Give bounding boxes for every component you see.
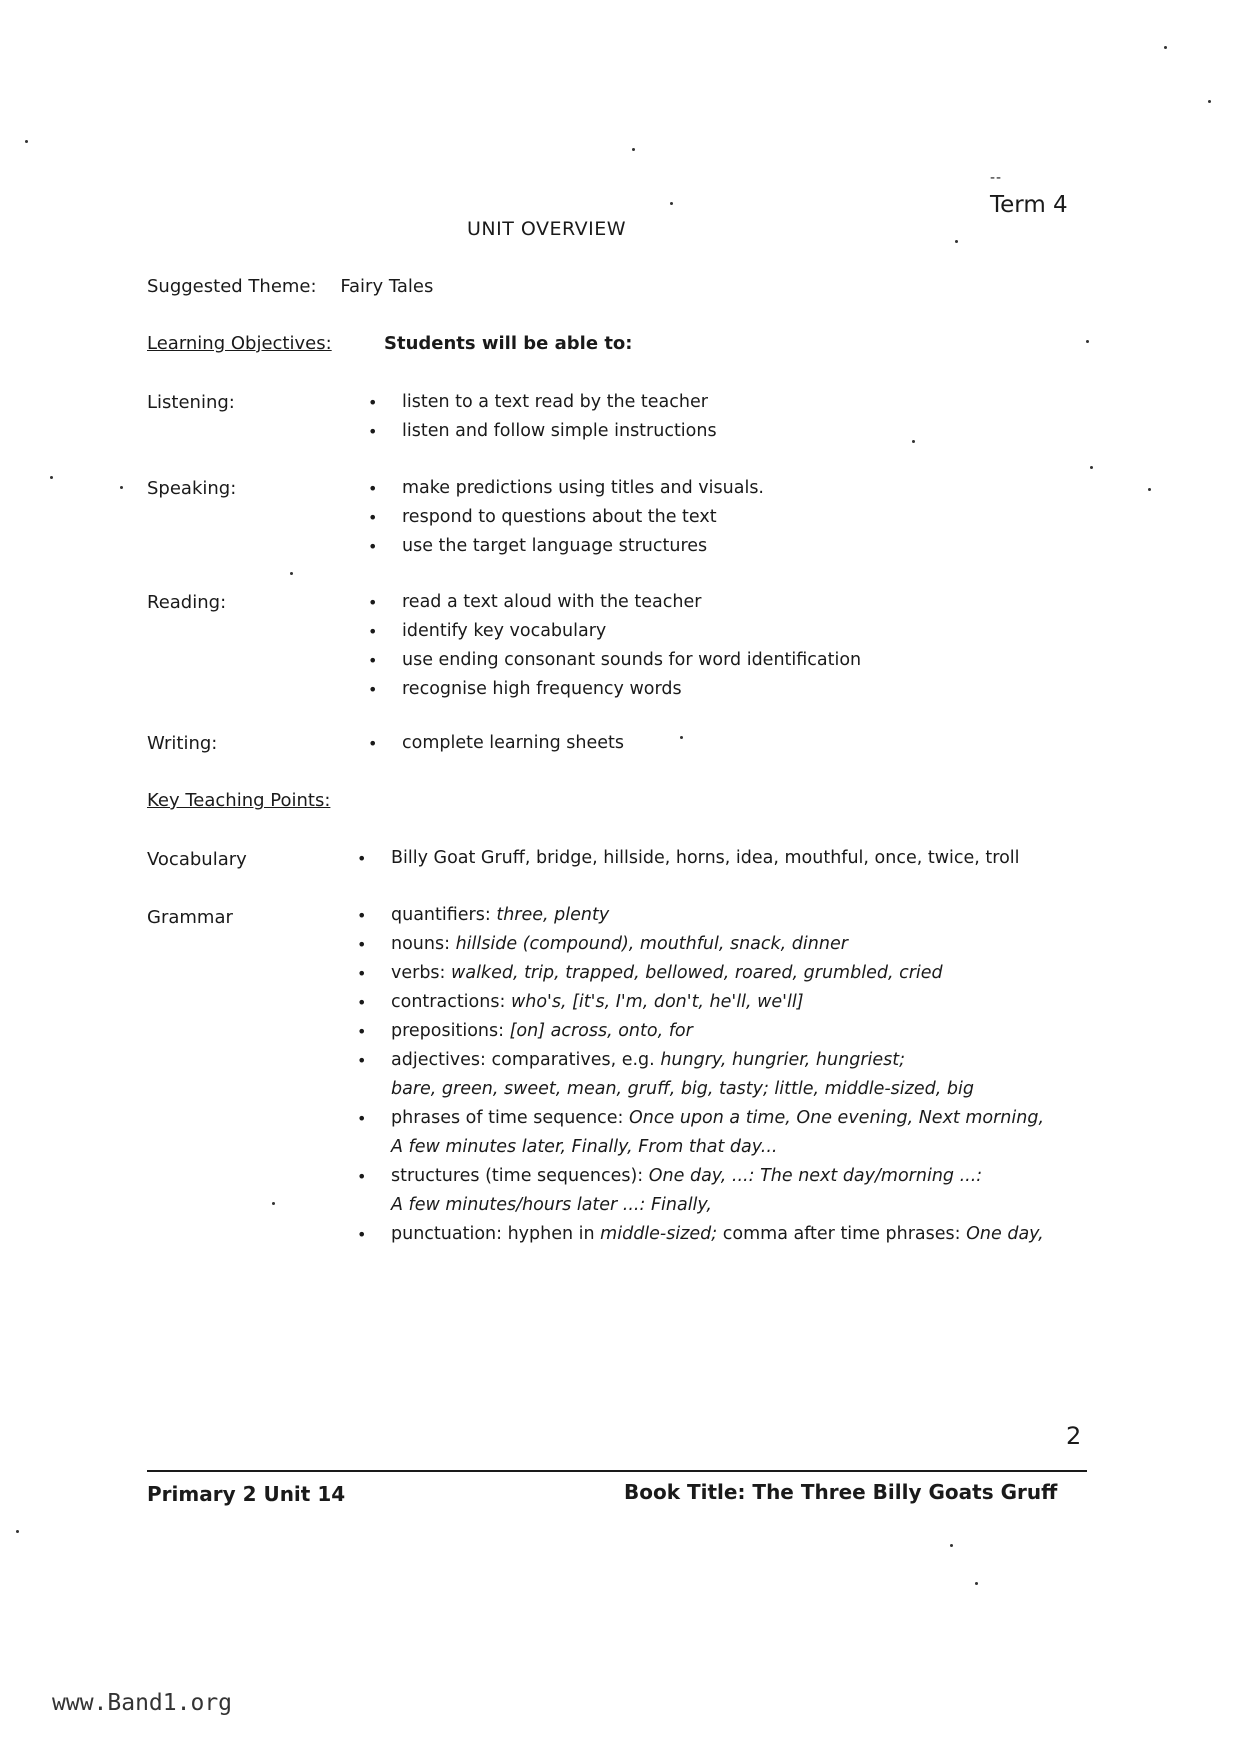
speaking-list [368, 474, 764, 561]
scan-speck [25, 140, 28, 143]
list-item: • recognise high frequency words [368, 675, 861, 704]
list-item: • quantifiers: three, plenty [357, 901, 1044, 930]
page-number: 2 [1066, 1422, 1082, 1450]
scan-speck [912, 440, 915, 443]
listening-list [368, 388, 717, 446]
list-item: • prepositions: [on] across, onto, for [357, 1017, 1044, 1046]
scan-speck [16, 1530, 19, 1533]
writing-label: Writing: [147, 733, 218, 754]
scan-speck [1086, 340, 1089, 343]
footer-book-title: Book Title: The Three Billy Goats Gruff [624, 1480, 1058, 1504]
watermark: www.Band1.org [52, 1690, 233, 1716]
grammar-label: Grammar [147, 907, 233, 928]
objectives-intro: Students will be able to: [384, 333, 633, 354]
speaking-label: Speaking: [147, 478, 237, 499]
scan-speck [670, 202, 673, 205]
scan-speck [955, 240, 958, 243]
list-item: • punctuation: hyphen in middle-sized; comma after time phrases: One day, [357, 1220, 1044, 1249]
scan-mark: -- [990, 170, 1003, 186]
listening-label: Listening: [147, 392, 235, 413]
scan-speck [272, 1202, 275, 1205]
writing-list [368, 729, 624, 758]
scan-speck [950, 1544, 953, 1547]
list-item: • use the target language structures [368, 532, 764, 561]
list-item: • complete learning sheets [368, 729, 624, 758]
vocabulary-label: Vocabulary [147, 849, 247, 870]
grammar-list [357, 901, 1044, 1249]
list-item: • phrases of time sequence: Once upon a time, One evening, Next morning, A few minutes later, Finally, From that day... [357, 1104, 1044, 1162]
page-title: UNIT OVERVIEW [467, 218, 627, 240]
scan-speck [50, 476, 53, 479]
scan-speck [680, 736, 683, 739]
reading-label: Reading: [147, 592, 227, 613]
list-item: • nouns: hillside (compound), mouthful, snack, dinner [357, 930, 1044, 959]
list-item: • adjectives: comparatives, e.g. hungry, hungrier, hungriest; bare, green, sweet, mean, gruff, big, tasty; little, middle-sized, big [357, 1046, 1044, 1104]
scan-speck [1148, 488, 1151, 491]
scan-speck [120, 486, 123, 489]
reading-list [368, 588, 861, 704]
scan-speck [290, 572, 293, 575]
theme-row [147, 276, 433, 297]
vocabulary-list [357, 844, 1020, 873]
list-item: • make predictions using titles and visuals. [368, 474, 764, 503]
theme-label: Suggested Theme: [147, 276, 317, 297]
list-item: • listen to a text read by the teacher [368, 388, 717, 417]
list-item: • use ending consonant sounds for word identification [368, 646, 861, 675]
scan-speck [1164, 46, 1167, 49]
list-item: • respond to questions about the text [368, 503, 764, 532]
list-item: • listen and follow simple instructions [368, 417, 717, 446]
theme-value: Fairy Tales [340, 276, 434, 297]
scan-speck [1090, 466, 1093, 469]
list-item: • read a text aloud with the teacher [368, 588, 861, 617]
footer-unit: Primary 2 Unit 14 [147, 1482, 346, 1506]
footer-divider [147, 1470, 1087, 1472]
term-label: Term 4 [990, 192, 1068, 218]
list-item: • Billy Goat Gruff, bridge, hillside, horns, idea, mouthful, once, twice, troll [357, 844, 1020, 873]
list-item: • contractions: who's, [it's, I'm, don't, he'll, we'll] [357, 988, 1044, 1017]
list-item: • structures (time sequences): One day, ...: The next day/morning ...: A few minutes/hours later ...: Finally, [357, 1162, 1044, 1220]
scan-speck [632, 148, 635, 151]
list-item: • identify key vocabulary [368, 617, 861, 646]
list-item: • verbs: walked, trip, trapped, bellowed, roared, grumbled, cried [357, 959, 1044, 988]
scan-speck [975, 1582, 978, 1585]
objectives-label: Learning Objectives: [147, 333, 332, 354]
scan-speck [1208, 100, 1211, 103]
key-points-label: Key Teaching Points: [147, 790, 331, 811]
